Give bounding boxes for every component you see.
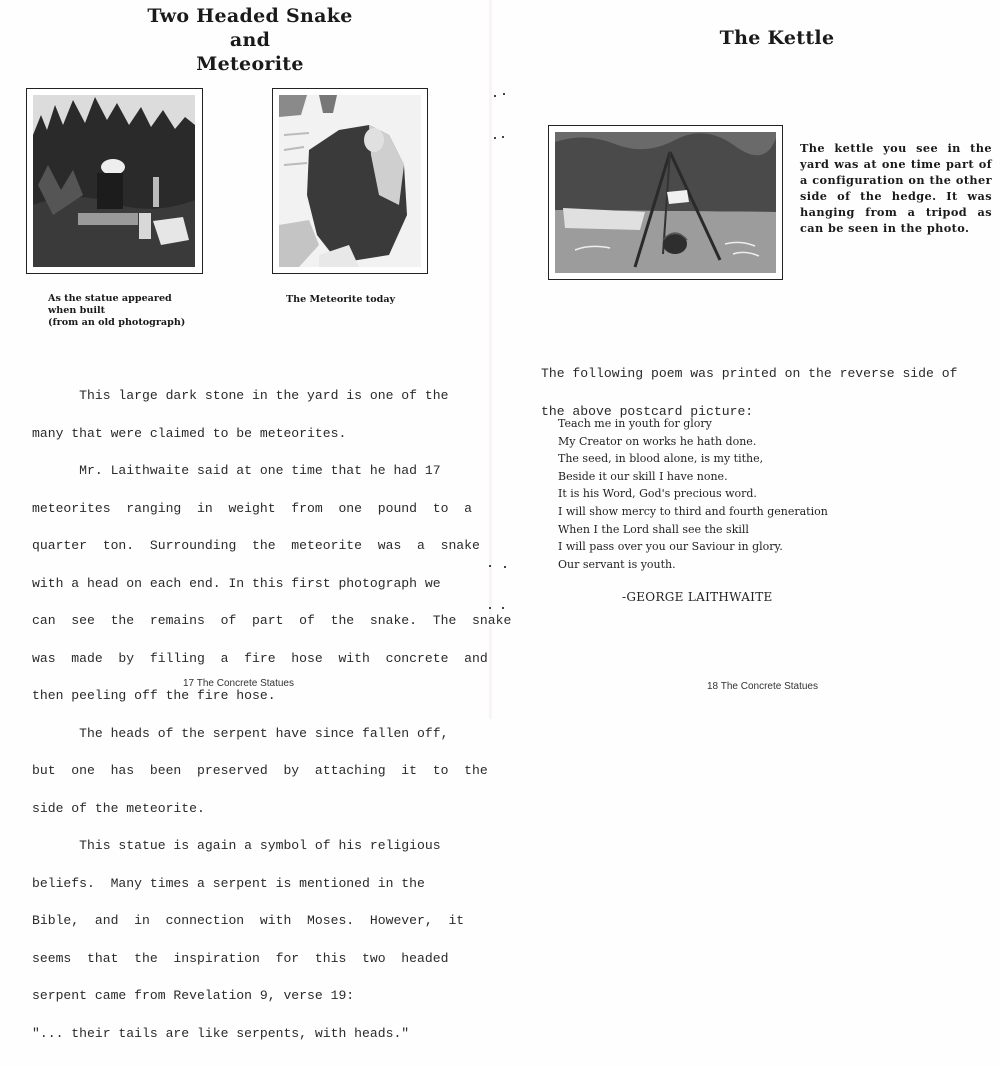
poem-line: I will show mercy to third and fourth generation xyxy=(558,504,828,518)
left-page xyxy=(0,0,512,1041)
body-line: Bible, and in connection with Moses. However, it xyxy=(32,913,465,928)
poem-line: My Creator on works he hath done. xyxy=(558,434,757,448)
body-line: with a head on each end. In this first photograph we xyxy=(32,575,441,591)
intro-line: The following poem was printed on the reverse side of xyxy=(541,366,958,381)
body-line: side of the meteorite. xyxy=(32,800,205,816)
poem-line: I will pass over you our Saviour in glory. xyxy=(558,540,783,554)
title-line: Two Headed Snake xyxy=(147,5,353,27)
poem-line: Teach me in youth for glory xyxy=(558,417,712,430)
body-line: beliefs. Many times a serpent is mentioned in the xyxy=(32,875,425,891)
title-line: and xyxy=(229,29,271,51)
caption-line: As the statue appeared xyxy=(48,293,172,304)
poem-line: Beside it our skill I have none. xyxy=(558,469,728,483)
statue-photo-image xyxy=(33,95,195,267)
caption-line: (from an old photograph) xyxy=(48,317,186,328)
title-line: Meteorite xyxy=(196,53,304,75)
poem-line: It is his Word, God's precious word. xyxy=(558,487,757,501)
kettle-description: The kettle you see in the yard was at one time part of a configuration on the other side of the hedge. It was hanging from a tripod as can be seen in the photo. xyxy=(800,141,992,235)
body-line: was made by filling a fire hose with concrete and xyxy=(32,650,488,666)
body-text xyxy=(32,365,511,1065)
body-line: seems that the inspiration for this two headed xyxy=(32,950,449,966)
body-line: This statue is again a symbol of his religious xyxy=(32,838,441,853)
page-title xyxy=(100,4,400,76)
statue-caption xyxy=(48,293,185,329)
body-line: quarter ton. Surrounding the meteorite was a snake xyxy=(32,538,480,553)
body-line: serpent came from Revelation 9, verse 19: xyxy=(32,988,355,1003)
meteorite-caption: The Meteorite today xyxy=(286,294,396,305)
body-line: many that were claimed to be meteorites. xyxy=(32,425,347,441)
poem-line: When I the Lord shall see the skill xyxy=(558,522,749,536)
body-line: can see the remains of part of the snake. The snake xyxy=(32,613,512,628)
body-line: Mr. Laithwaite said at one time that he had 17 xyxy=(32,463,441,478)
poem-signature: -GEORGE LAITHWAITE xyxy=(622,590,773,604)
body-line: This large dark stone in the yard is one of the xyxy=(32,388,449,403)
body-line: meteorites ranging in weight from one pound to a xyxy=(32,500,473,516)
body-line: but one has been preserved by attaching it to the xyxy=(32,763,488,778)
poem-line: The seed, in blood alone, is my tithe, xyxy=(558,452,764,466)
body-line: "... their tails are like serpents, with heads." xyxy=(32,1025,410,1041)
intro-line: the above postcard picture: xyxy=(541,403,754,419)
body-line: then peeling off the fire hose. xyxy=(32,688,276,703)
page-footer: 17 The Concrete Statues xyxy=(183,678,294,689)
kettle-postcard-image xyxy=(555,132,776,273)
kettle-postcard-photo xyxy=(548,125,783,280)
page-title: The Kettle xyxy=(719,27,835,49)
statue-photo xyxy=(26,88,203,274)
meteorite-photo-image xyxy=(279,95,421,267)
meteorite-photo xyxy=(272,88,428,274)
body-line: The heads of the serpent have since fallen off, xyxy=(32,725,449,741)
page-footer: 18 The Concrete Statues xyxy=(707,681,818,692)
poem-line: Our servant is youth. xyxy=(558,557,676,571)
caption-line: when built xyxy=(48,305,106,316)
poem xyxy=(558,415,828,573)
right-page xyxy=(492,0,1000,719)
